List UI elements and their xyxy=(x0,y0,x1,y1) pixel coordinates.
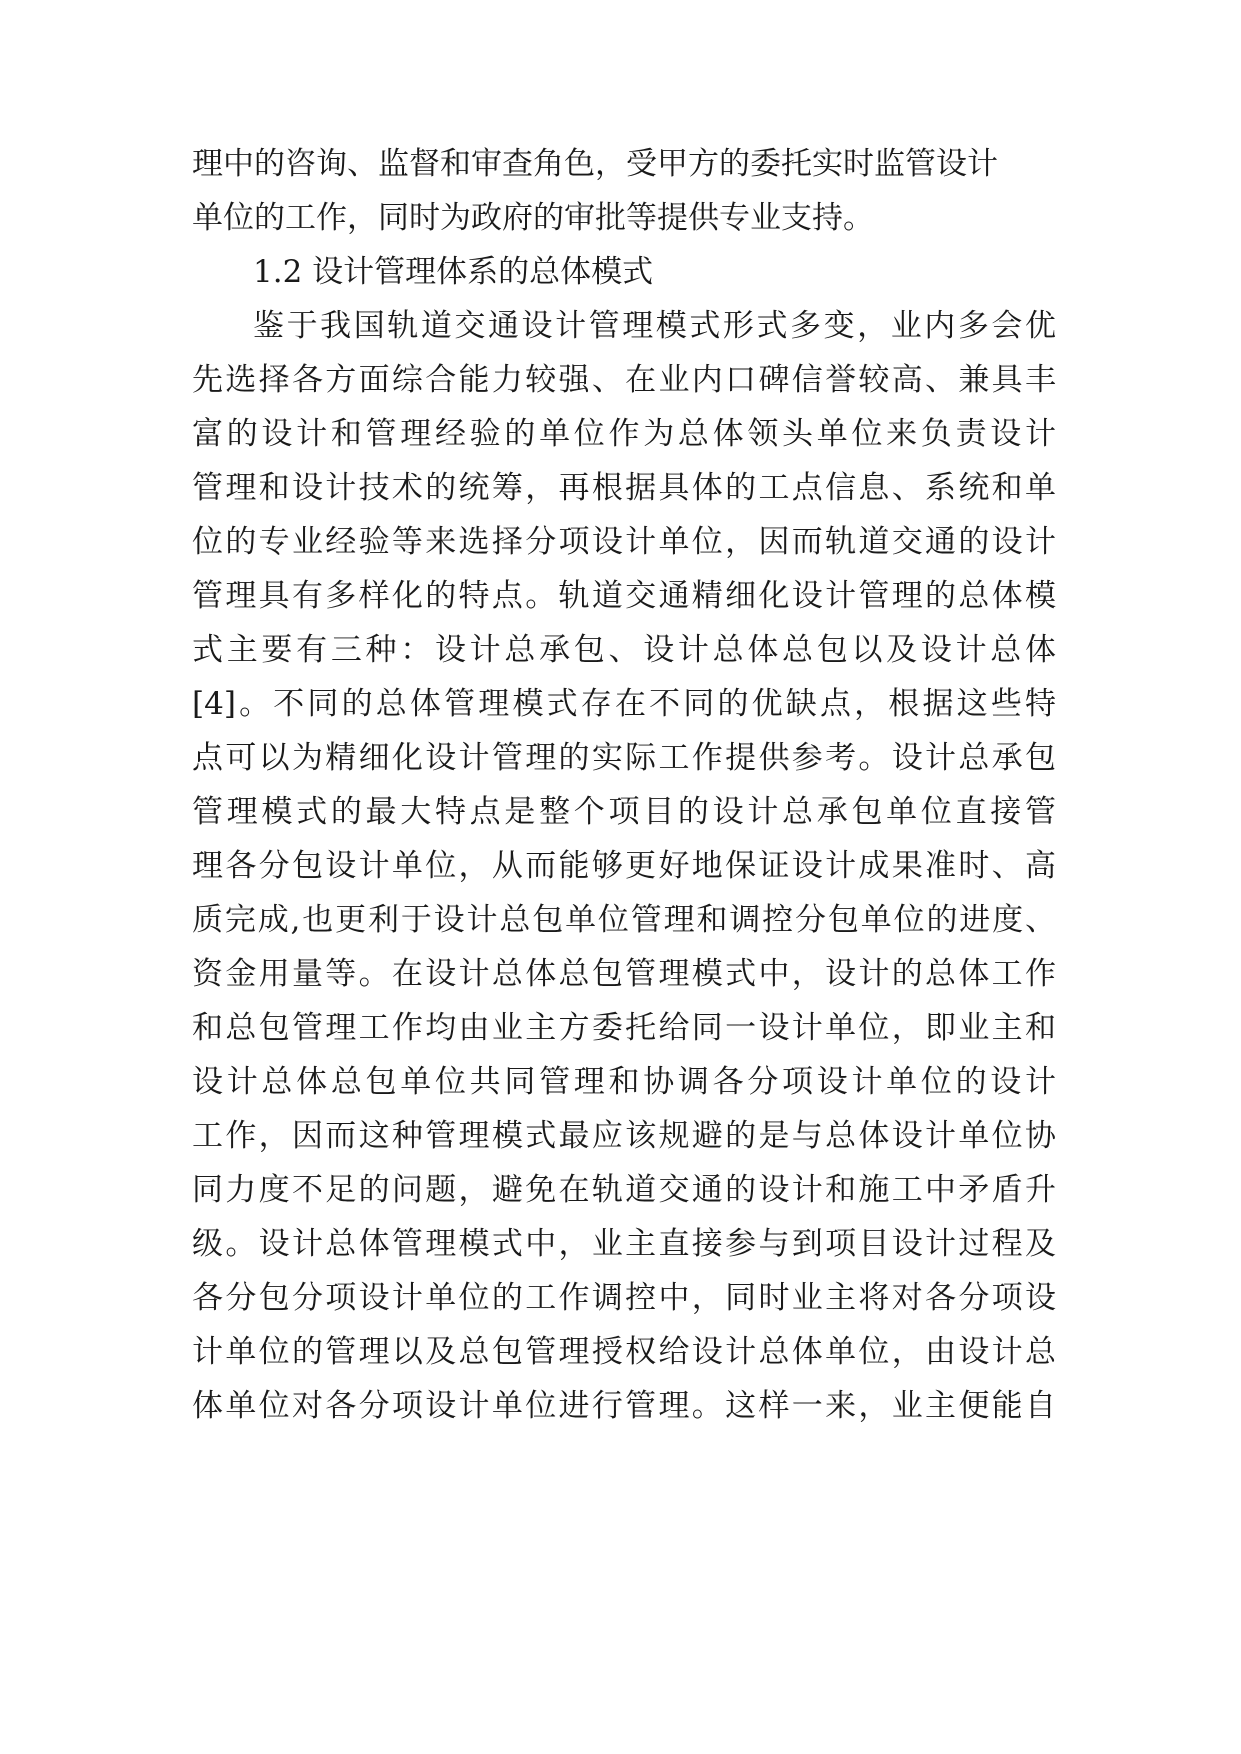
text-line: 管理模式的最大特点是整个项目的设计总承包单位直接管 xyxy=(192,794,1056,830)
text-line: 体单位对各分项设计单位进行管理。这样一来，业主便能自 xyxy=(192,1388,1056,1424)
text-line: 点可以为精细化设计管理的实际工作提供参考。设计总承包 xyxy=(192,740,1056,776)
text-line: 理各分包设计单位，从而能够更好地保证设计成果准时、高 xyxy=(192,848,1056,884)
text-line: 计单位的管理以及总包管理授权给设计总体单位，由设计总 xyxy=(192,1334,1056,1370)
text-line: 富的设计和管理经验的单位作为总体领头单位来负责设计 xyxy=(192,416,1056,452)
text-line: 理中的咨询、监督和审查角色，受甲方的委托实时监管设计 xyxy=(192,146,998,182)
text-line: 工作，因而这种管理模式最应该规避的是与总体设计单位协 xyxy=(192,1118,1056,1154)
paragraph-first-line: 鉴于我国轨道交通设计管理模式形式多变，业内多会优 xyxy=(253,308,1056,344)
section-heading: 1.2 设计管理体系的总体模式 xyxy=(253,254,654,290)
text-line: 式主要有三种：设计总承包、设计总体总包以及设计总体 xyxy=(192,632,1056,668)
text-line: [4]。不同的总体管理模式存在不同的优缺点，根据这些特 xyxy=(192,686,1056,722)
text-line: 设计总体总包单位共同管理和协调各分项设计单位的设计 xyxy=(192,1064,1056,1100)
text-line: 先选择各方面综合能力较强、在业内口碑信誉较高、兼具丰 xyxy=(192,362,1056,398)
text-line: 各分包分项设计单位的工作调控中，同时业主将对各分项设 xyxy=(192,1280,1056,1316)
text-line: 管理具有多样化的特点。轨道交通精细化设计管理的总体模 xyxy=(192,578,1056,614)
text-line: 单位的工作，同时为政府的审批等提供专业支持。 xyxy=(192,200,874,236)
text-line: 位的专业经验等来选择分项设计单位，因而轨道交通的设计 xyxy=(192,524,1056,560)
text-line: 管理和设计技术的统筹，再根据具体的工点信息、系统和单 xyxy=(192,470,1056,506)
text-line: 资金用量等。在设计总体总包管理模式中，设计的总体工作 xyxy=(192,956,1056,992)
text-line: 和总包管理工作均由业主方委托给同一设计单位，即业主和 xyxy=(192,1010,1056,1046)
text-line: 级。设计总体管理模式中，业主直接参与到项目设计过程及 xyxy=(192,1226,1056,1262)
text-line: 同力度不足的问题，避免在轨道交通的设计和施工中矛盾升 xyxy=(192,1172,1056,1208)
text-line: 质完成,也更利于设计总包单位管理和调控分包单位的进度、 xyxy=(192,902,1056,938)
